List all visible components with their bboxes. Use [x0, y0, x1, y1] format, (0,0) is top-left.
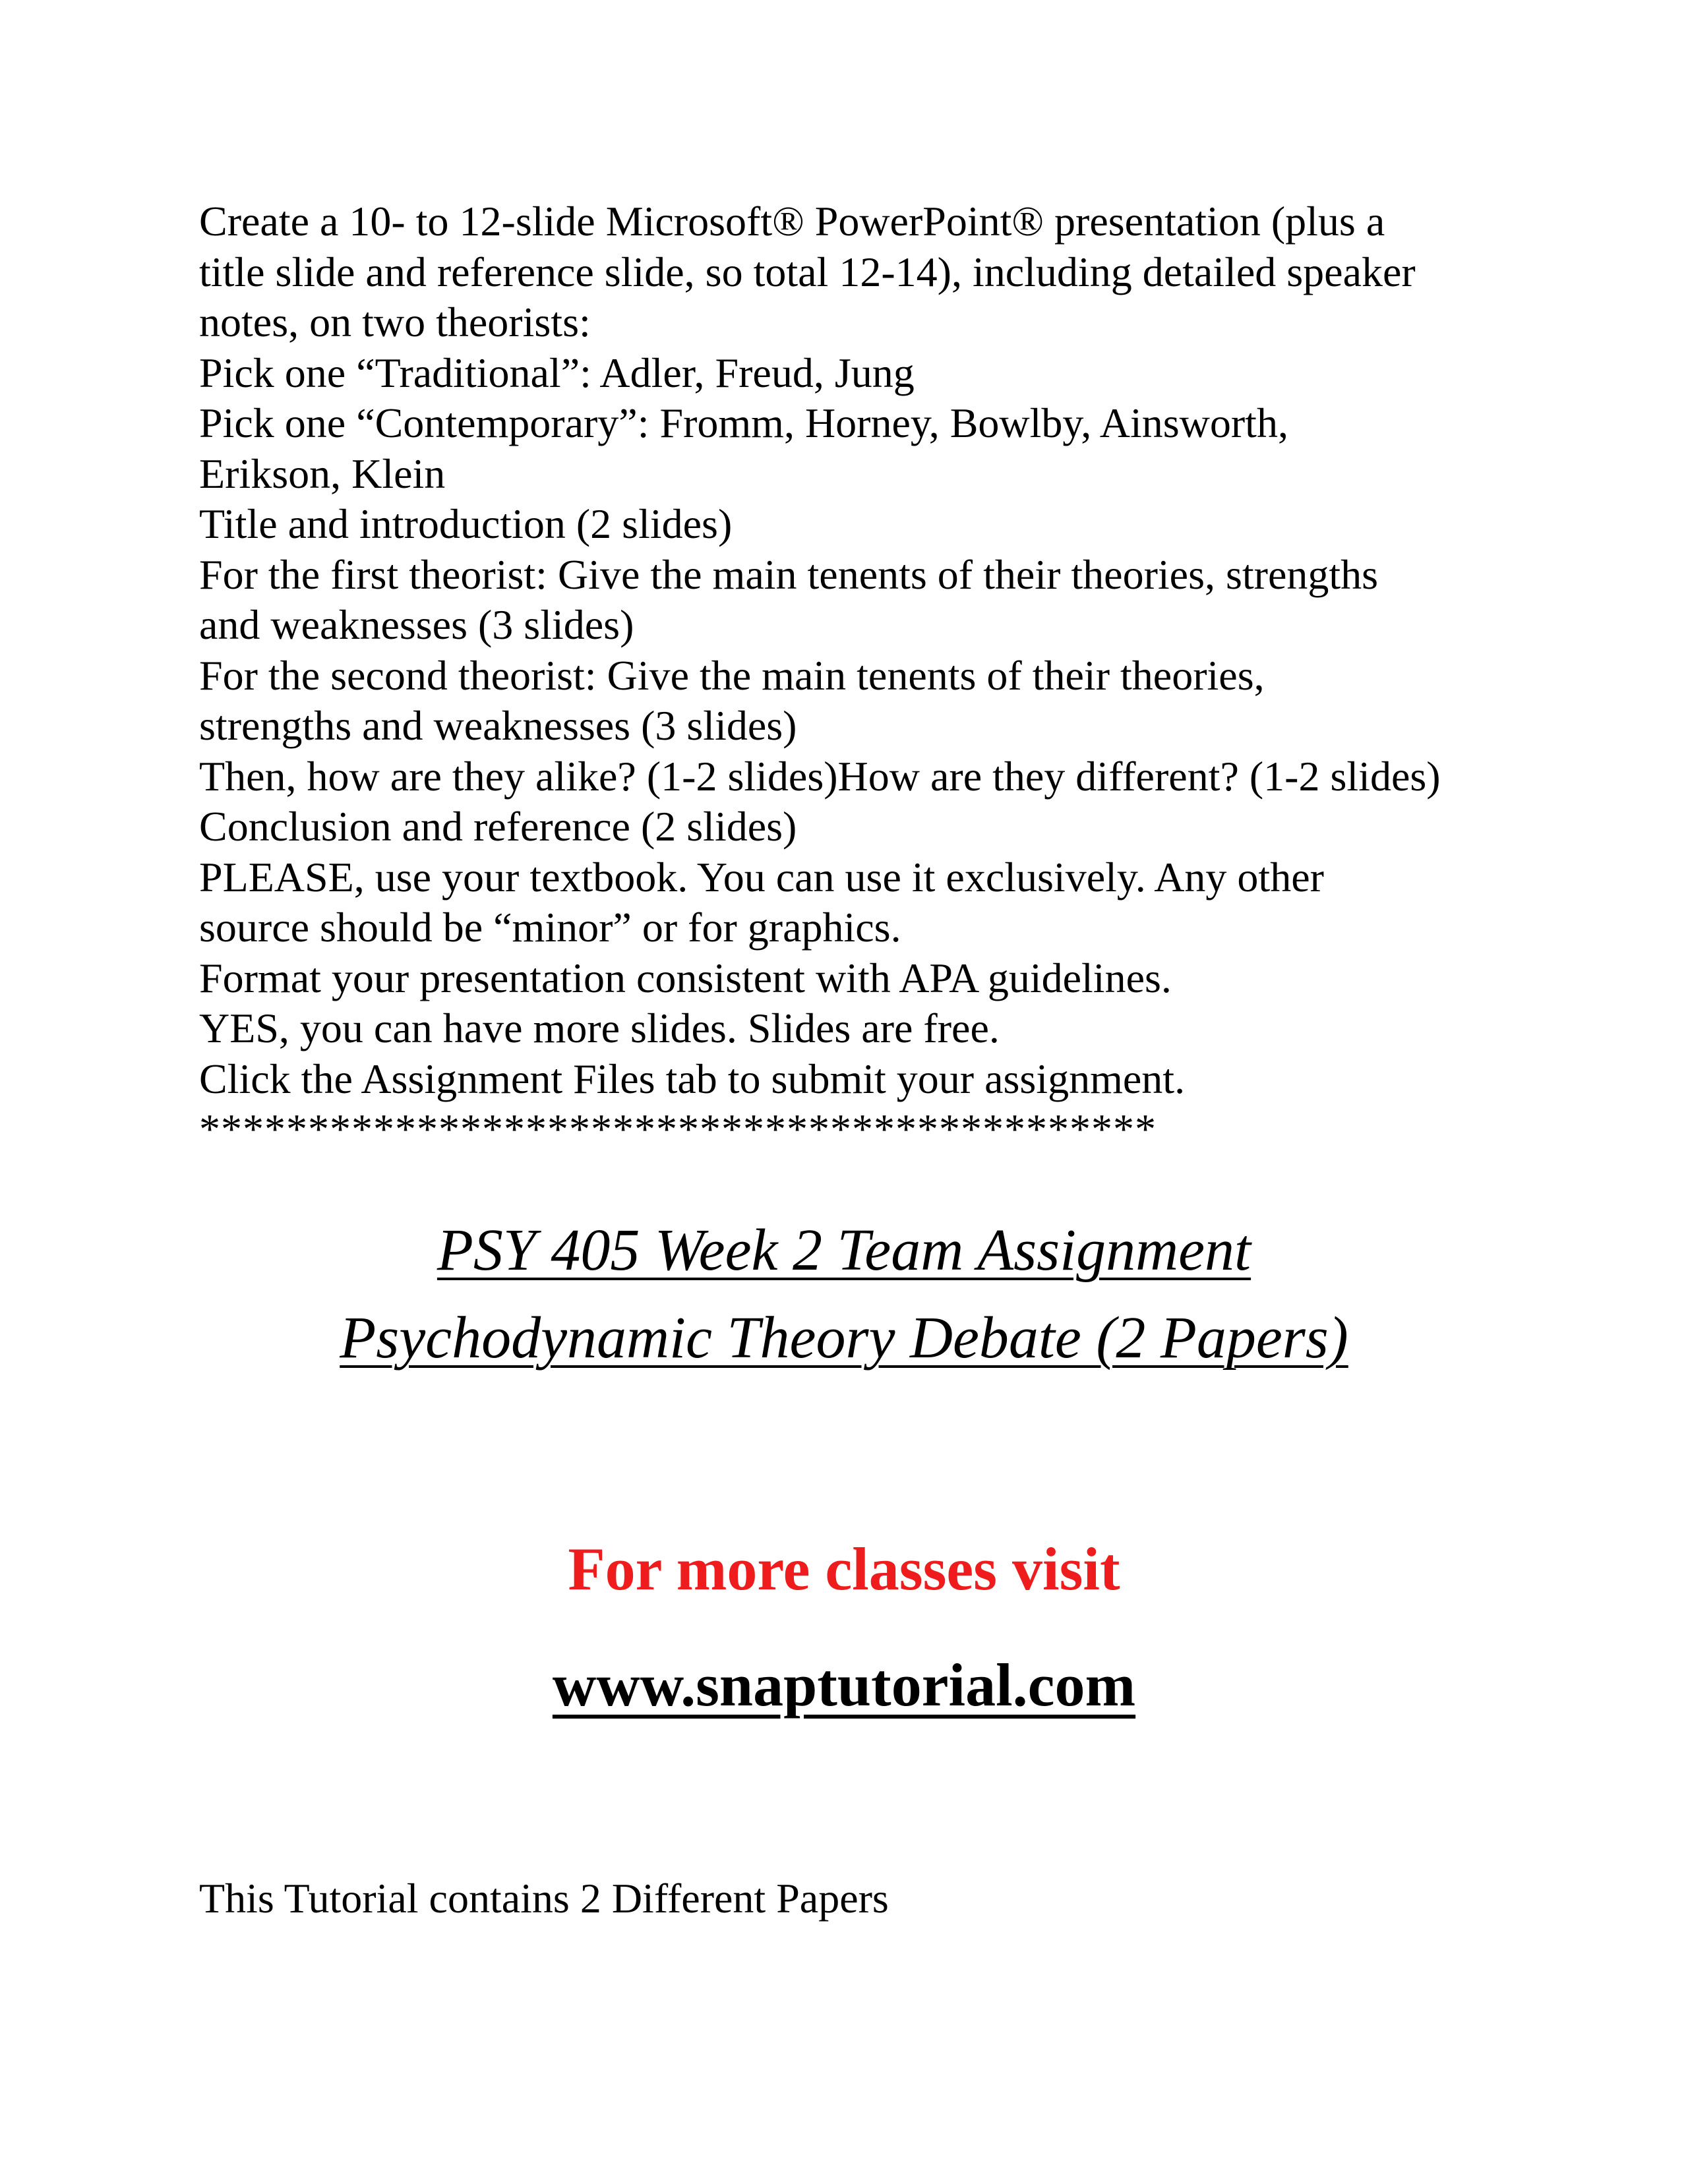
title-text-2: Psychodynamic Theory Debate (2 Papers) — [340, 1305, 1348, 1371]
instruction-line: Click the Assignment Files tab to submit your assignment. — [199, 1055, 1186, 1102]
instruction-line: Erikson, Klein — [199, 450, 446, 497]
footer-note: This Tutorial contains 2 Different Papers — [199, 1875, 889, 1922]
promo-text: For more classes visit — [568, 1535, 1120, 1603]
asterisk-separator: ******************************************** — [199, 1106, 1157, 1152]
instruction-line: Pick one “Traditional”: Adler, Freud, Jung — [199, 349, 915, 396]
title-line-2 — [0, 1294, 1688, 1382]
assignment-instructions — [199, 196, 1518, 1155]
instruction-line: source should be “minor” or for graphics. — [199, 904, 901, 951]
instruction-line: Pick one “Contemporary”: Fromm, Horney, Bowlby, Ainsworth, — [199, 399, 1288, 446]
instruction-line: title slide and reference slide, so total 12-14), including detailed speaker — [199, 248, 1416, 295]
instruction-line: YES, you can have more slides. Slides are free. — [199, 1005, 1000, 1051]
assignment-title — [0, 1206, 1688, 1382]
website-link[interactable]: www.snaptutorial.com — [552, 1651, 1136, 1719]
instruction-line: Conclusion and reference (2 slides) — [199, 803, 797, 850]
title-line-1 — [0, 1206, 1688, 1294]
instruction-line: Title and introduction (2 slides) — [199, 500, 733, 547]
instruction-line: Then, how are they alike? (1-2 slides)How are they different? (1-2 slides) — [199, 752, 1441, 800]
instruction-line: strengths and weaknesses (3 slides) — [199, 702, 797, 749]
instruction-line: Create a 10- to 12-slide Microsoft® PowerPoint® presentation (plus a — [199, 198, 1385, 245]
instruction-line: For the second theorist: Give the main tenents of their theories, — [199, 651, 1265, 699]
title-text-1: PSY 405 Week 2 Team Assignment — [437, 1218, 1251, 1283]
instruction-line: notes, on two theorists: — [199, 299, 591, 345]
instruction-line: Format your presentation consistent with APA guidelines. — [199, 954, 1172, 1001]
instruction-line: PLEASE, use your textbook. You can use it exclusively. Any other — [199, 853, 1324, 900]
instruction-line: For the first theorist: Give the main tenents of their theories, strengths — [199, 550, 1379, 598]
website-link-container — [0, 1645, 1688, 1725]
instruction-line: and weaknesses (3 slides) — [199, 601, 634, 648]
